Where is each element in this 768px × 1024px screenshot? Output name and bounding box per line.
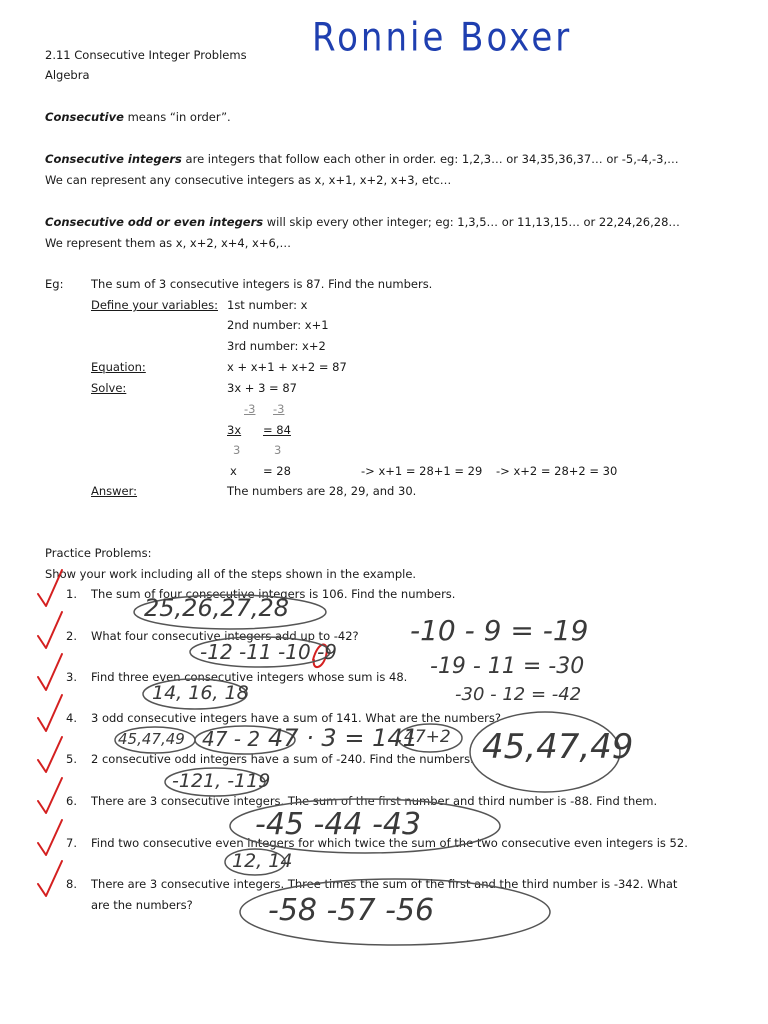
definition-oddeven: [45, 217, 680, 229]
definition-integers-text: are integers that follow each other in order. eg: 1,2,3… or 34,35,36,37… or -5,-4,-3,…: [181, 152, 679, 166]
handwritten-answer-7: 12, 14: [232, 850, 293, 872]
solve-step-5b: = 28: [263, 464, 291, 478]
definition-integers: [45, 154, 679, 166]
handwritten-answer-4c: 47 · 3 = 141: [268, 724, 418, 752]
solve-step-4a: 3: [233, 443, 241, 457]
definition-integers-line2: We can represent any consecutive integers as x, x+1, x+2, x+3, etc…: [45, 173, 452, 187]
check-mark-8-icon: [38, 861, 62, 896]
term-odd-even: Consecutive odd or even integers: [45, 215, 264, 229]
problem-5-text: 2 consecutive odd integers have a sum of -240. Find the numbers.: [91, 752, 474, 766]
equation-label: Equation:: [91, 360, 146, 374]
definition-consecutive: [45, 112, 231, 124]
handwritten-work-2a: -10 - 9 = -19: [410, 614, 589, 647]
check-mark-2-icon: [38, 612, 62, 648]
problem-2-text: What four consecutive integers add up to -42?: [91, 629, 359, 643]
solve-step-2a: [232, 404, 255, 416]
check-mark-7-icon: [38, 820, 62, 855]
check-mark-3-icon: [38, 654, 62, 690]
subtract-left: -3: [244, 402, 256, 416]
handwritten-answer-1: 25,26,27,28: [144, 594, 290, 622]
problem-3-number: 3.: [66, 670, 77, 684]
handwritten-answer-4b: 47 - 2: [202, 727, 261, 751]
handwritten-answer-4d: 47+2: [404, 727, 451, 747]
handwritten-answer-3: 14, 16, 18: [152, 682, 249, 704]
variable-3: 3rd number: x+2: [227, 339, 326, 353]
handwritten-answer-6: -45 -44 -43: [255, 807, 422, 842]
answer-text: The numbers are 28, 29, and 30.: [227, 484, 417, 498]
definition-oddeven-line2: We represent them as x, x+2, x+4, x+6,…: [45, 236, 291, 250]
term-consecutive: Consecutive: [45, 110, 124, 124]
solve-label: Solve:: [91, 381, 127, 395]
variable-1: 1st number: x: [227, 298, 308, 312]
solve-step-3a: 3x: [227, 423, 242, 437]
problem-4-number: 4.: [66, 711, 77, 725]
problem-8-number: 8.: [66, 877, 77, 891]
problem-1-text: The sum of four consecutive integers is 106. Find the numbers.: [91, 587, 456, 601]
worksheet-title: 2.11 Consecutive Integer Problems: [45, 48, 247, 62]
worksheet-subject: Algebra: [45, 68, 90, 82]
student-signature: Ronnie Boxer: [312, 15, 573, 61]
problem-5-number: 5.: [66, 752, 77, 766]
check-mark-5-icon: [38, 737, 62, 772]
handwritten-answer-5: -121, -119: [172, 770, 271, 792]
check-mark-4-icon: [38, 695, 62, 731]
problem-6-number: 6.: [66, 794, 77, 808]
problem-8-text-cont: are the numbers?: [91, 898, 193, 912]
handwritten-answer-8: -58 -57 -56: [268, 893, 435, 928]
solve-step-4b: 3: [274, 443, 282, 457]
solve-step-1: 3x + 3 = 87: [227, 381, 297, 395]
example-label: Eg:: [45, 277, 64, 291]
equation: x + x+1 + x+2 = 87: [227, 360, 347, 374]
solve-step-5c: -> x+1 = 28+1 = 29: [361, 464, 483, 478]
solve-step-5a: x: [230, 464, 237, 478]
problem-4-text: 3 odd consecutive integers have a sum of 141. What are the numbers?: [91, 711, 501, 725]
handwritten-answer-4a: 45,47,49: [118, 730, 185, 748]
problem-3-text: Find three even consecutive integers whose sum is 48.: [91, 670, 408, 684]
solve-step-5d: -> x+2 = 28+2 = 30: [496, 464, 618, 478]
define-variables-label: Define your variables:: [91, 298, 218, 312]
problem-6-text: There are 3 consecutive integers. The sum of the first number and third number is -88. Find them.: [91, 794, 658, 808]
handwritten-answer-2: -12 -11 -10 -9: [200, 640, 338, 664]
problem-1-number: 1.: [66, 587, 77, 601]
answer-label: Answer:: [91, 484, 138, 498]
practice-instructions: Show your work including all of the steps shown in the example.: [45, 567, 417, 581]
variable-2: 2nd number: x+1: [227, 318, 329, 332]
practice-heading: Practice Problems:: [45, 546, 152, 560]
example-problem: The sum of 3 consecutive integers is 87. Find the numbers.: [91, 277, 433, 291]
problem-7-text: Find two consecutive even integers for which twice the sum of the two consecutive even integers is 52.: [91, 836, 688, 850]
handwritten-work-2b: -19 - 11 = -30: [430, 654, 585, 679]
definition-consecutive-text: means “in order”.: [123, 110, 231, 124]
problem-8-text: There are 3 consecutive integers. Three times the sum of the first and the third number is -342. What: [91, 877, 678, 891]
solve-step-2b: -3: [273, 402, 285, 416]
handwritten-answer-4e: 45,47,49: [482, 727, 634, 767]
handwritten-work-2c: -30 - 12 = -42: [455, 684, 582, 705]
term-consecutive-integers: Consecutive integers: [45, 152, 182, 166]
problem-2-number: 2.: [66, 629, 77, 643]
definition-oddeven-text: will skip every other integer; eg: 1,3,5… or 11,13,15… or 22,24,26,28…: [263, 215, 680, 229]
solve-step-3b: = 84: [263, 423, 291, 437]
check-mark-6-icon: [38, 778, 62, 813]
problem-7-number: 7.: [66, 836, 77, 850]
